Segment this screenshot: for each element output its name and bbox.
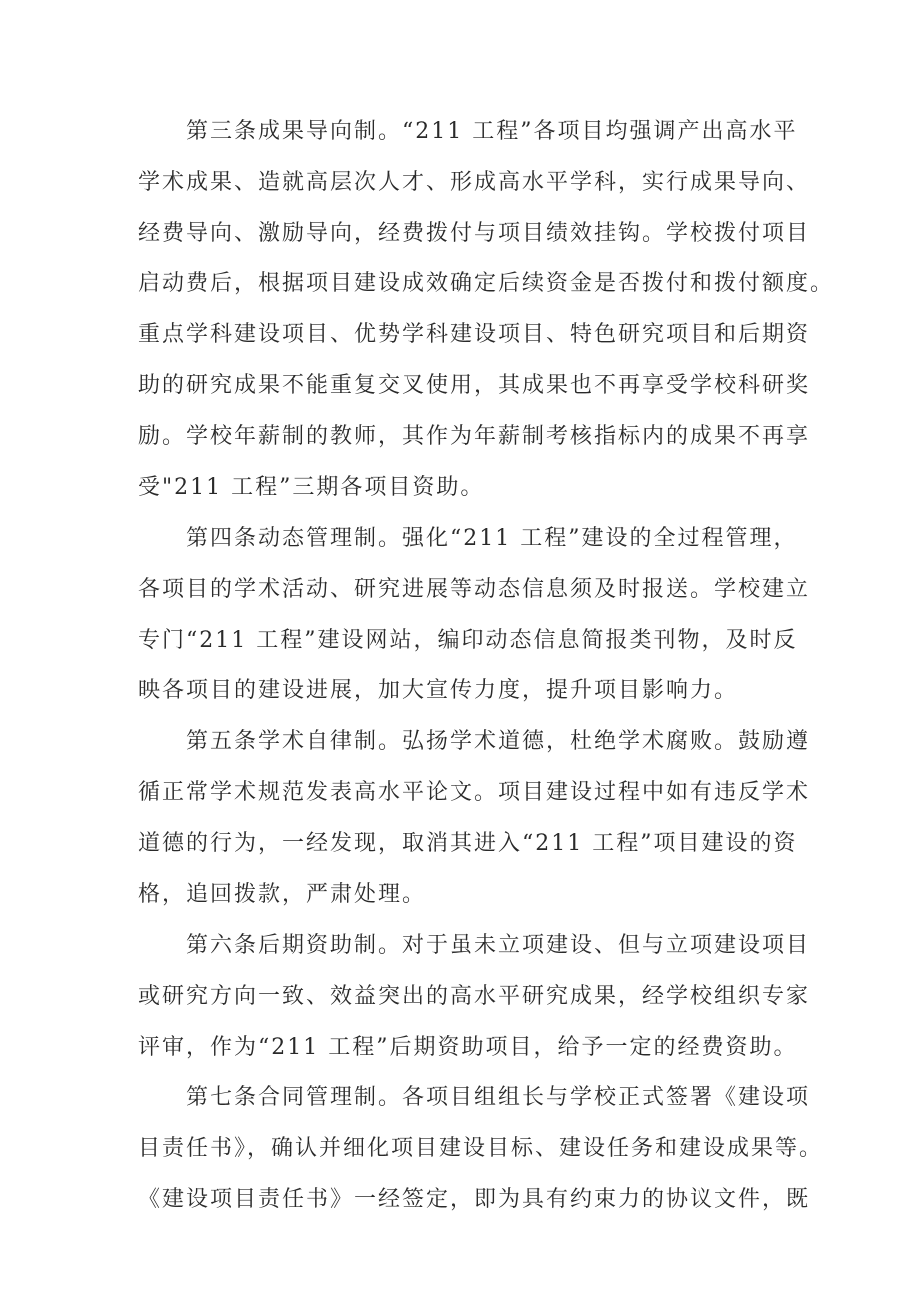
text-line: 格，追回拨款，严肃处理。 bbox=[138, 882, 427, 907]
text-line: 学术成果、造就高层次人才、形成高水平学科，实行成果导向、 bbox=[138, 170, 811, 195]
text-line: 重点学科建设项目、优势学科建设项目、特色研究项目和后期资 bbox=[138, 322, 811, 347]
text-line: 励。学校年薪制的教师，其作为年薪制考核指标内的成果不再享 bbox=[138, 424, 811, 449]
text-line: 映各项目的建设进展，加大宣传力度，提升项目影响力。 bbox=[138, 678, 739, 703]
text-line: 受"211 工程”三期各项目资助。 bbox=[138, 475, 485, 500]
text-line: 各项目的学术活动、研究进展等动态信息须及时报送。学校建立 bbox=[138, 577, 811, 602]
text-line: 评审，作为“211 工程”后期资助项目，给予一定的经费资助。 bbox=[138, 1035, 798, 1060]
text-line: 道德的行为，一经发现，取消其进入“211 工程”项目建设的资 bbox=[138, 831, 798, 856]
text-line: 第七条合同管理制。各项目组组长与学校正式签署《建设项 bbox=[186, 1085, 811, 1110]
text-line: 专门“211 工程”建设网站，编印动态信息简报类刊物，及时反 bbox=[138, 628, 798, 653]
text-line: 第四条动态管理制。强化“211 工程”建设的全过程管理， bbox=[186, 526, 798, 551]
text-line: 《建设项目责任书》一经签定，即为具有约束力的协议文件，既 bbox=[138, 1187, 811, 1212]
text-line: 经费导向、激励导向，经费拨付与项目绩效挂钩。学校拨付项目 bbox=[138, 221, 811, 246]
text-line: 助的研究成果不能重复交叉使用，其成果也不再享受学校科研奖 bbox=[138, 373, 811, 398]
text-line: 第六条后期资助制。对于虽未立项建设、但与立项建设项目 bbox=[186, 933, 811, 958]
text-line: 目责任书》，确认并细化项目建设目标、建设任务和建设成果等。 bbox=[138, 1136, 824, 1161]
text-line: 启动费后，根据项目建设成效确定后续资金是否拨付和拨付额度。 bbox=[138, 271, 835, 296]
text-line: 或研究方向一致、效益突出的高水平研究成果，经学校组织专家 bbox=[138, 984, 811, 1009]
text-line: 循正常学术规范发表高水平论文。项目建设过程中如有违反学术 bbox=[138, 780, 811, 805]
text-line: 第五条学术自律制。弘扬学术道德，杜绝学术腐败。鼓励遵 bbox=[186, 729, 811, 754]
text-line: 第三条成果导向制。“211 工程”各项目均强调产出高水平 bbox=[186, 119, 798, 144]
